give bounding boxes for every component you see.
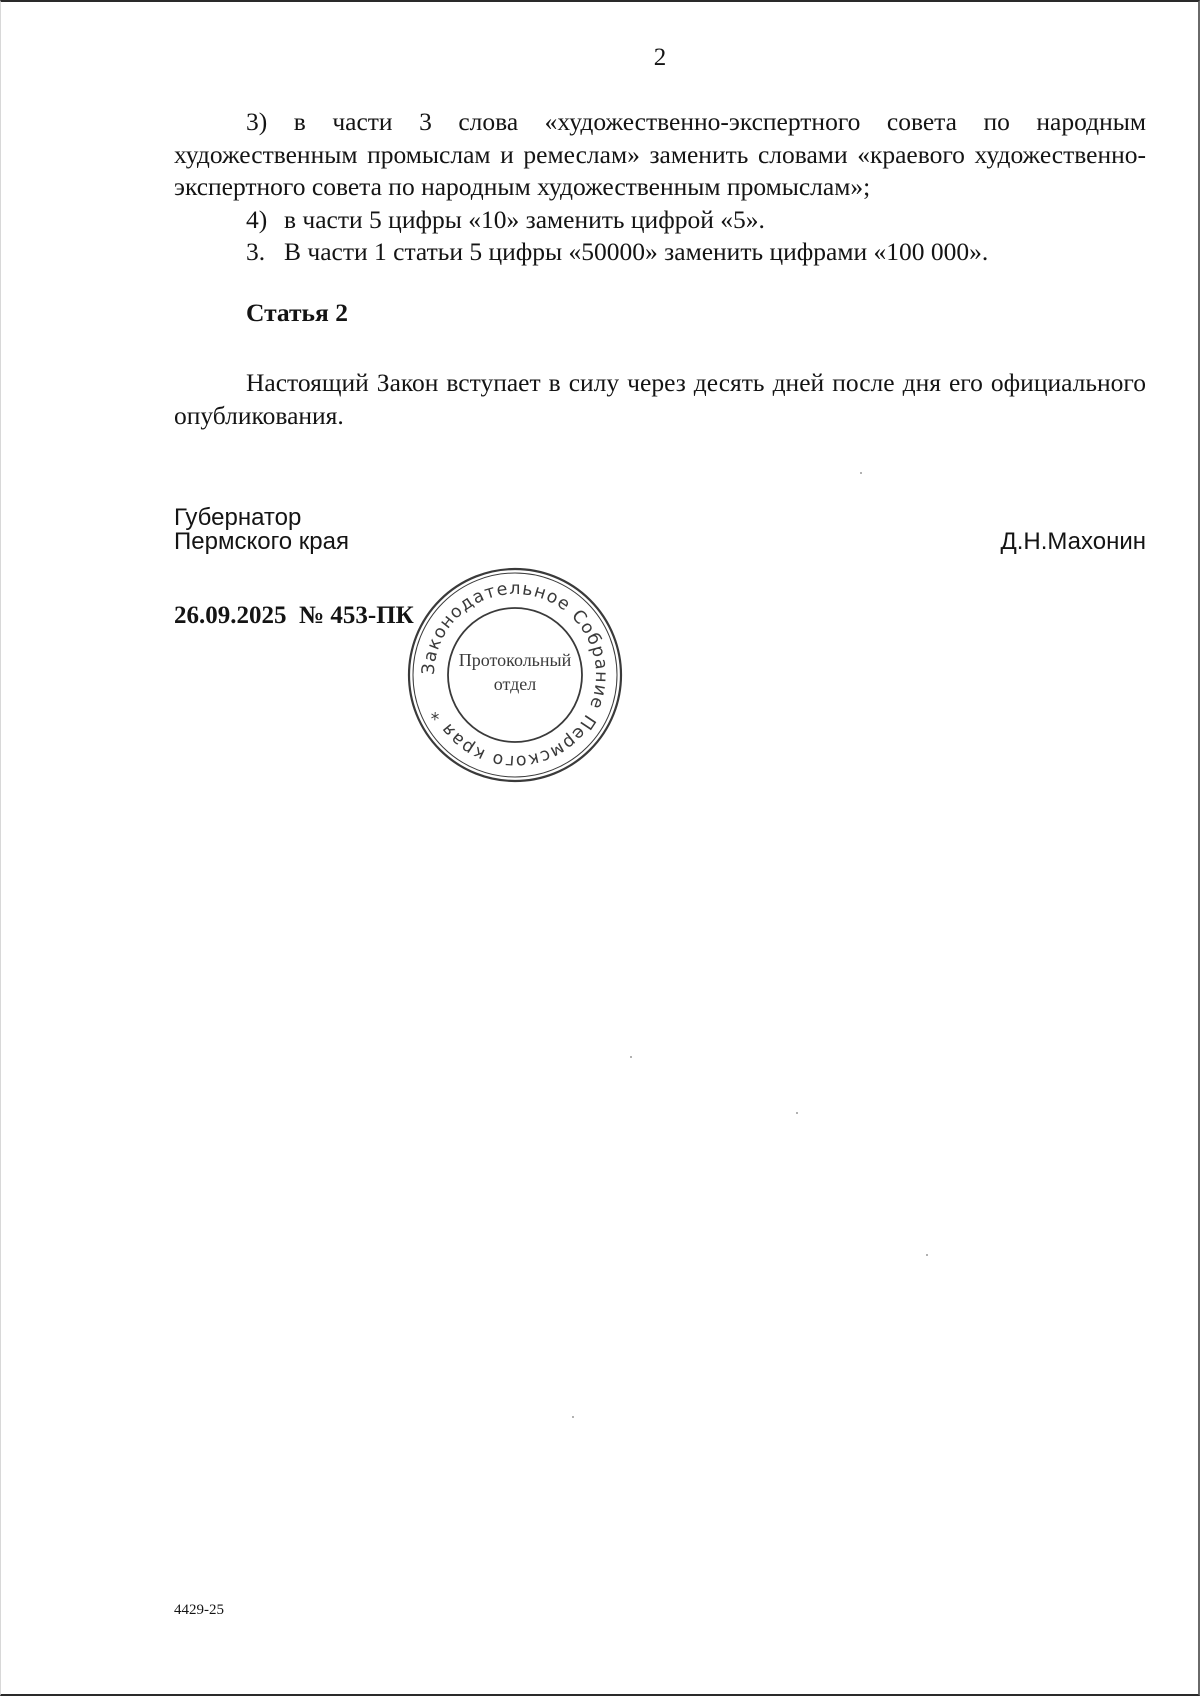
article-2-body	[174, 367, 1146, 432]
amendments-block	[174, 106, 1146, 269]
stamp-ring-text: Законодательное Собрание Пермского края *	[418, 578, 612, 772]
scan-speck	[860, 472, 862, 474]
signatory-title-line-2: Пермского края	[174, 528, 349, 555]
article-2-text: Настоящий Закон вступает в силу через десять дней после дня его официального опубликования.	[174, 368, 1146, 430]
signatory-title-line-1: Губернатор	[174, 504, 302, 531]
law-date-number: 26.09.2025 № 453-ПК	[174, 602, 414, 629]
amendment-point-3-text: В части 1 статьи 5 цифры «50000» заменить цифрами «100 000».	[284, 237, 989, 266]
signatory-name: Д.Н.Махонин	[1000, 528, 1146, 555]
scan-speck	[796, 1112, 798, 1114]
official-stamp	[404, 564, 626, 786]
scan-speck	[926, 1254, 928, 1256]
amendment-point-3-number: 3.	[246, 237, 266, 266]
amendment-item-3-text: в части 3 слова «художественно-экспертного совета по народным художественным промыслам и ремеслам» заменить словами «краевого художественно-экспертного совета по народным художественным промыслам»;	[174, 107, 1146, 201]
document-code: 4429-25	[174, 1602, 224, 1618]
amendment-item-3-number: 3)	[246, 107, 268, 136]
amendment-item-4-text: в части 5 цифры «10» заменить цифрой «5».	[284, 204, 765, 234]
signatory-title	[174, 506, 349, 554]
amendment-point-3	[174, 236, 1146, 269]
page-number: 2	[653, 44, 667, 71]
scan-speck	[572, 1416, 574, 1418]
stamp-center-line-1: Протокольный	[458, 650, 572, 670]
amendment-item-4	[174, 204, 1146, 237]
scan-speck	[630, 1056, 632, 1058]
amendment-item-3	[174, 106, 1146, 204]
stamp-center-line-2: отдел	[493, 674, 537, 694]
article-2-heading: Статья 2	[246, 298, 348, 327]
amendment-item-4-number: 4)	[246, 204, 268, 234]
